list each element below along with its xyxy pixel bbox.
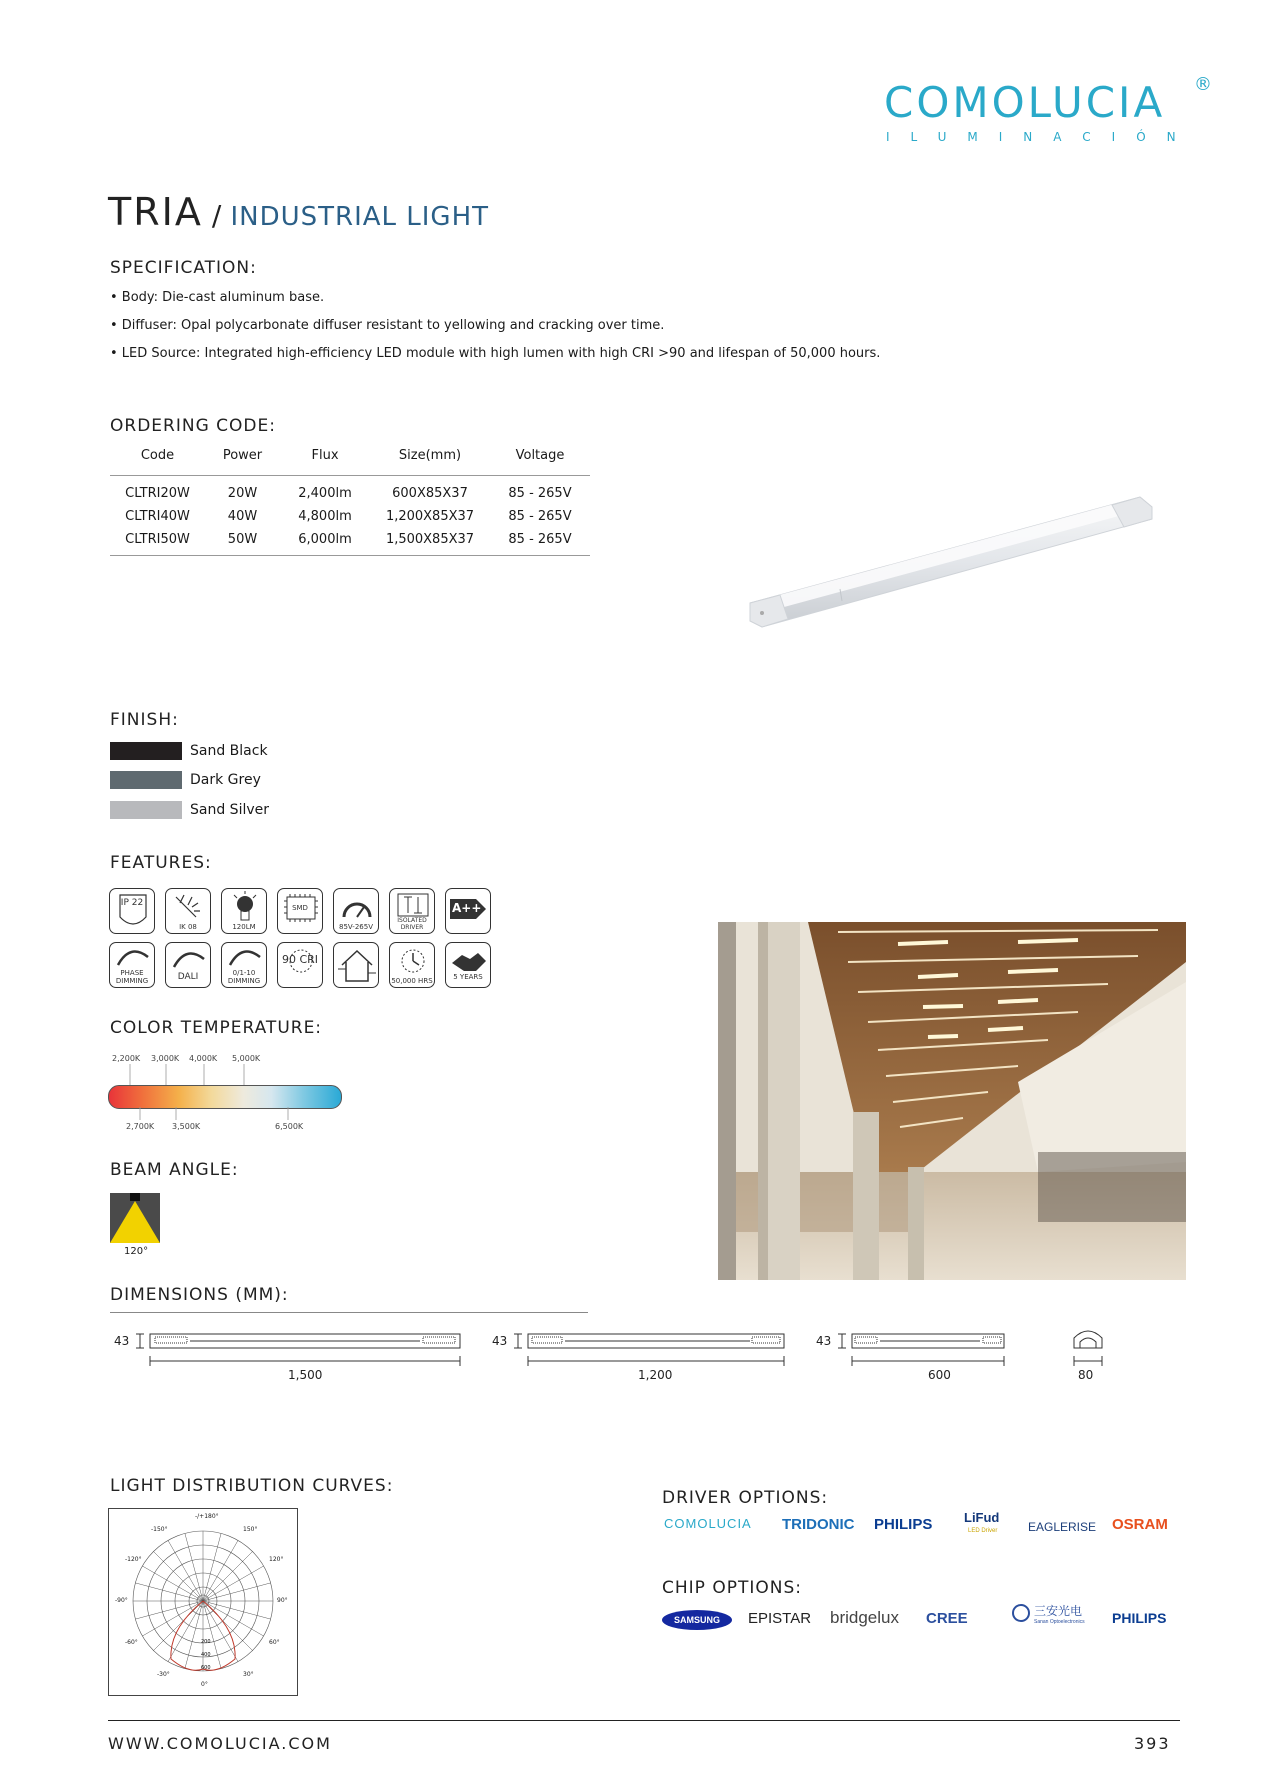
driver-brand-comolucia: COMOLUCIA (664, 1516, 752, 1531)
table-cell: 20W (227, 486, 258, 501)
ordering-heading: ORDERING CODE: (110, 416, 276, 436)
table-cell: 85 - 265V (490, 528, 590, 556)
polar-angle-label: 60° (269, 1639, 280, 1646)
sanan-logo-icon (1012, 1604, 1030, 1622)
polar-chart (109, 1509, 297, 1695)
column-header: Size(mm) (370, 440, 490, 476)
polar-spoke (142, 1601, 203, 1636)
indoor-house-icon (333, 942, 379, 988)
table-cell: 1,200X85X37 (385, 509, 475, 524)
finish-sand-silver (110, 801, 269, 819)
phase-dimming-icon (109, 942, 155, 988)
table-cell: 2,400lm (298, 486, 352, 501)
dimension-drawings (110, 1330, 1110, 1390)
polar-spoke (203, 1552, 253, 1602)
ct-top-label: 3,000K (151, 1054, 180, 1063)
table-cell: CLTRI40W (125, 509, 190, 524)
table-cell: 40W (227, 509, 258, 524)
finish-dark-grey (110, 771, 261, 789)
dimming-0-10-label: 0/1-10 DIMMING (227, 969, 261, 985)
dimension-height: 43 (492, 1334, 508, 1348)
finish-sand-black (110, 742, 268, 760)
polar-spoke (135, 1583, 203, 1601)
table-cell: 85 - 265V (508, 486, 572, 501)
polar-spoke (203, 1566, 264, 1601)
spec-item: • LED Source: Integrated high-efficiency LED module with high lumen with high CRI >90 and lifespan of 50,000 hours. (110, 346, 881, 361)
chip-brand-bridgelux: bridgelux (830, 1608, 899, 1627)
finish-label: Sand Silver (190, 802, 269, 818)
finish-swatch (110, 771, 182, 789)
ip-label: IP 22 (120, 898, 144, 908)
dimension-height: 43 (114, 1334, 130, 1348)
polar-angle-label: -/+180° (195, 1513, 219, 1520)
polar-spoke (142, 1566, 203, 1601)
polar-angle-label: 150° (243, 1526, 258, 1533)
spec-item: • Body: Die-cast aluminum base. (110, 290, 325, 305)
ct-bottom-label: 3,500K (172, 1122, 201, 1131)
polar-angle-label: 120° (269, 1556, 284, 1563)
table-cell: 4,800lm (298, 509, 352, 524)
polar-angle-label: -60° (125, 1639, 138, 1646)
dimension-width: 80 (1078, 1368, 1094, 1382)
lumen-label: 120LM (232, 923, 256, 931)
spec-item: • Diffuser: Opal polycarbonate diffuser resistant to yellowing and cracking over time. (110, 318, 665, 333)
polar-spoke (185, 1533, 203, 1601)
polar-spoke (185, 1601, 203, 1669)
warranty-label: 5 YEARS (453, 973, 483, 981)
dimension-length: 1,200 (638, 1368, 673, 1382)
table-cell: 600X85X37 (392, 486, 468, 501)
smd-label: SMD (292, 904, 308, 912)
column-header: Code (110, 440, 205, 476)
polar-spoke (203, 1601, 264, 1636)
polar-chart-frame (108, 1508, 298, 1696)
finish-label: Dark Grey (190, 772, 261, 788)
installation-photo (718, 922, 1186, 1280)
ct-top-label: 2,200K (112, 1054, 141, 1063)
dali-label: DALI (177, 972, 199, 982)
cri-icon (277, 942, 323, 988)
polar-spoke (168, 1540, 203, 1601)
table-cell: CLTRI50W (110, 528, 205, 556)
ordering-table (110, 440, 590, 556)
logo (884, 70, 1212, 150)
isolated-driver-icon (389, 888, 435, 934)
polar-angle-label: -120° (125, 1556, 142, 1563)
driver-brand-osram: OSRAM (1112, 1516, 1168, 1533)
footer-url[interactable]: WWW.COMOLUCIA.COM (108, 1734, 332, 1753)
column-header: Flux (280, 440, 370, 476)
warranty-handshake-icon (445, 942, 491, 988)
polar-spoke (154, 1552, 204, 1602)
energy-class-icon (445, 888, 491, 934)
chip-brand-sanan: 三安光电 (1034, 1604, 1083, 1618)
polar-angle-label: 90° (277, 1597, 288, 1604)
polar-spoke (203, 1583, 271, 1601)
chip-brand-epistar: EPISTAR (748, 1610, 812, 1627)
driver-brand-philips: PHILIPS (874, 1516, 933, 1533)
beam-angle-heading: BEAM ANGLE: (110, 1160, 239, 1180)
voltage-gauge-icon (333, 888, 379, 934)
ct-bottom-label: 6,500K (275, 1122, 304, 1131)
polar-radius-label: 600 (201, 1665, 211, 1671)
logo-word: COMOLUCIA (884, 78, 1166, 127)
polar-angle-label: 0° (201, 1681, 208, 1688)
chip-brand-cree: CREE (926, 1610, 968, 1627)
polar-angle-label: -90° (115, 1597, 128, 1604)
driver-brand-lifud-sub: LED Driver (968, 1528, 998, 1534)
table-cell: CLTRI20W (125, 486, 190, 501)
finish-label: Sand Black (190, 743, 268, 759)
polar-spoke (203, 1601, 221, 1669)
ik-rating-icon (165, 888, 211, 934)
column-header: Power (205, 440, 280, 476)
logo-registered: ® (1194, 74, 1212, 95)
features-heading: FEATURES: (110, 853, 212, 873)
ct-top-label: 5,000K (232, 1054, 261, 1063)
energy-class-label: A++ (452, 901, 482, 915)
polar-spoke (168, 1601, 203, 1662)
dimensions-heading: DIMENSIONS (MM): (110, 1285, 289, 1305)
color-temperature-heading: COLOR TEMPERATURE: (110, 1018, 323, 1038)
isolated-driver-label: ISOLATED DRIVER (397, 917, 427, 931)
samsung-label: SAMSUNG (673, 1615, 720, 1625)
finish-swatch (110, 801, 182, 819)
chip-brand-sanan-sub: Sanan Optoelectronics (1034, 1619, 1085, 1625)
polar-radius-label: 400 (201, 1652, 211, 1658)
beam-angle-value: 120° (124, 1246, 149, 1257)
page-number: 393 (1134, 1734, 1171, 1753)
light-distribution-heading: LIGHT DISTRIBUTION CURVES: (110, 1476, 394, 1496)
logo-subtitle: ILUMINACIÓN (886, 130, 1197, 144)
polar-angle-label: -30° (157, 1671, 170, 1678)
table-cell: 85 - 265V (508, 509, 572, 524)
table-row (110, 528, 590, 556)
specification-heading: SPECIFICATION: (110, 258, 257, 278)
beam-angle-icon (110, 1193, 160, 1243)
table-row (110, 476, 590, 506)
ct-bottom-label: 2,700K (126, 1122, 155, 1131)
chip-options-heading: CHIP OPTIONS: (662, 1578, 802, 1598)
table-header-row (110, 440, 590, 476)
table-cell: 1,500X85X37 (370, 528, 490, 556)
product-name: TRIA (108, 190, 203, 234)
ct-ticks (108, 1064, 348, 1126)
finish-heading: FINISH: (110, 710, 179, 730)
driver-brand-lifud: LiFud (964, 1510, 1000, 1525)
phase-dimming-label: PHASE DIMMING (115, 969, 149, 985)
finish-swatch (110, 742, 182, 760)
table-cell: 50W (205, 528, 280, 556)
lumen-bulb-icon (221, 888, 267, 934)
lifespan-label: 50,000 HRS (391, 977, 433, 985)
table-cell: 6,000lm (280, 528, 370, 556)
ct-top-label: 4,000K (189, 1054, 218, 1063)
column-header: Voltage (490, 440, 590, 476)
polar-angle-label: 30° (243, 1671, 254, 1678)
polar-spoke (203, 1533, 221, 1601)
dimension-height: 43 (816, 1334, 832, 1348)
driver-brand-tridonic: TRIDONIC (782, 1516, 855, 1533)
chip-brand-philips: PHILIPS (1112, 1610, 1167, 1626)
product-image (740, 485, 1160, 645)
ip-rating-icon (109, 888, 155, 934)
driver-brand-eaglerise: EAGLERISE (1028, 1520, 1097, 1534)
page-title (108, 190, 489, 234)
smd-chip-icon (277, 888, 323, 934)
cri-label: 90 CRI (281, 953, 319, 966)
product-category: INDUSTRIAL LIGHT (230, 202, 490, 232)
polar-radius-label: 200 (201, 1639, 211, 1645)
polar-spoke (154, 1601, 204, 1651)
dimensions-divider (110, 1312, 588, 1313)
ik-label: IK 08 (179, 923, 197, 931)
dimension-length: 600 (928, 1368, 951, 1382)
dimming-0-10-icon (221, 942, 267, 988)
title-separator: / (211, 199, 222, 232)
polar-spoke (203, 1540, 238, 1601)
voltage-label: 85V-265V (339, 923, 373, 931)
dimension-length: 1,500 (288, 1368, 323, 1382)
footer-divider (108, 1720, 1180, 1721)
chip-brand-samsung (662, 1610, 732, 1630)
polar-angle-label: -150° (151, 1526, 168, 1533)
table-row (110, 505, 590, 528)
lifespan-clock-icon (389, 942, 435, 988)
driver-options-heading: DRIVER OPTIONS: (662, 1488, 829, 1508)
dali-icon (165, 942, 211, 988)
